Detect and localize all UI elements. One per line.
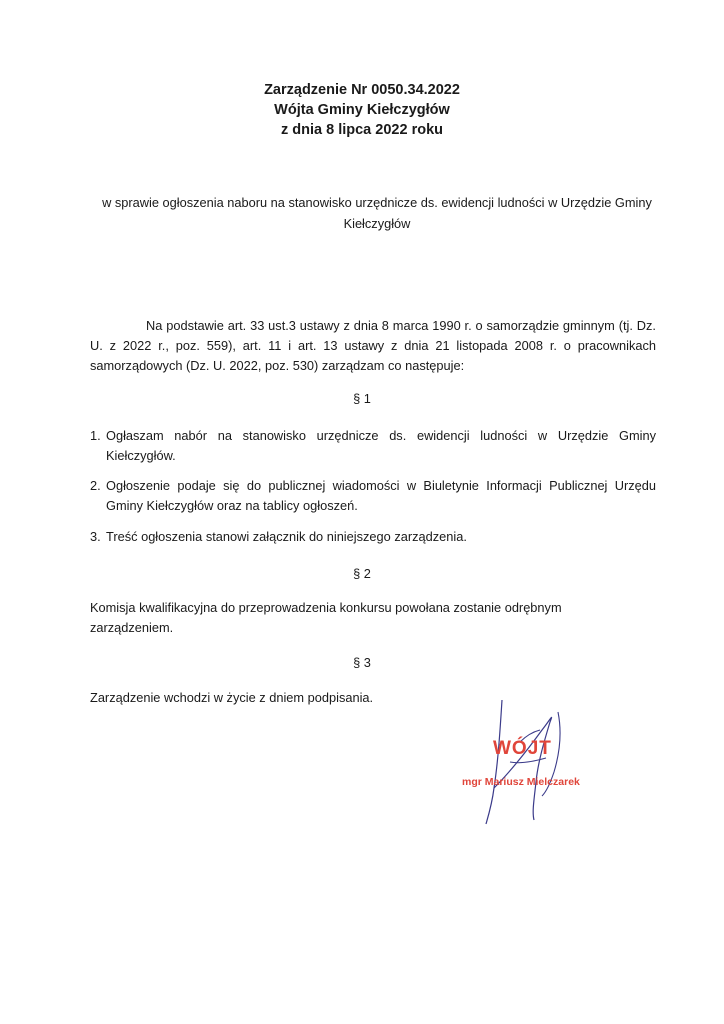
document-title: [0, 80, 724, 140]
section-1-mark: § 1: [353, 391, 371, 406]
section-3-text: Zarządzenie wchodzi w życie z dniem podpisania.: [90, 690, 374, 705]
list-item-2: [90, 476, 656, 516]
title-line-1: Zarządzenie Nr 0050.34.2022: [264, 82, 460, 98]
title-line-2: Wójta Gminy Kiełczygłów: [274, 102, 450, 118]
stamp-title: WÓJT: [493, 738, 552, 759]
document-subject: w sprawie ogłoszenia naboru na stanowisko urzędnicze ds. ewidencji ludności w Urzędzie Gminy Kiełczygłów: [102, 195, 652, 231]
signature-stamp: [450, 692, 610, 832]
list-item-text: Treść ogłoszenia stanowi załącznik do niniejszego zarządzenia.: [106, 529, 467, 544]
list-item-number: 3.: [90, 529, 101, 544]
title-line-3: z dnia 8 lipca 2022 roku: [281, 122, 443, 138]
list-item-text: Ogłaszam nabór na stanowisko urzędnicze ds. ewidencji ludności w Urzędzie Gminy Kiełczygłów.: [106, 428, 656, 463]
section-2-mark: § 2: [353, 566, 371, 581]
stamp-name: mgr Mariusz Mielczarek: [462, 776, 580, 788]
list-item-number: 2.: [90, 478, 101, 493]
section-2-text: Komisja kwalifikacyjna do przeprowadzenia konkursu powołana zostanie odrębnym zarządzeniem.: [90, 600, 562, 635]
list-item-1: [90, 426, 656, 466]
list-item-text: Ogłoszenie podaje się do publicznej wiadomości w Biuletynie Informacji Publicznej Urzędu Gminy Kiełczygłów oraz na tablicy ogłoszeń.: [106, 478, 656, 513]
legal-basis-paragraph: Na podstawie art. 33 ust.3 ustawy z dnia 8 marca 1990 r. o samorządzie gminnym (tj. Dz. U. z 2022 r., poz. 559), art. 11 i art. 13 ustawy z dnia 21 listopada 2008 r. o pracownikach samorządowych (Dz. U. 2022, poz. 530) zarządzam co następuje:: [90, 318, 656, 373]
list-item-3: [90, 527, 656, 547]
list-item-number: 1.: [90, 428, 101, 443]
handwritten-signature: [450, 692, 610, 832]
section-3-mark: § 3: [353, 655, 371, 670]
